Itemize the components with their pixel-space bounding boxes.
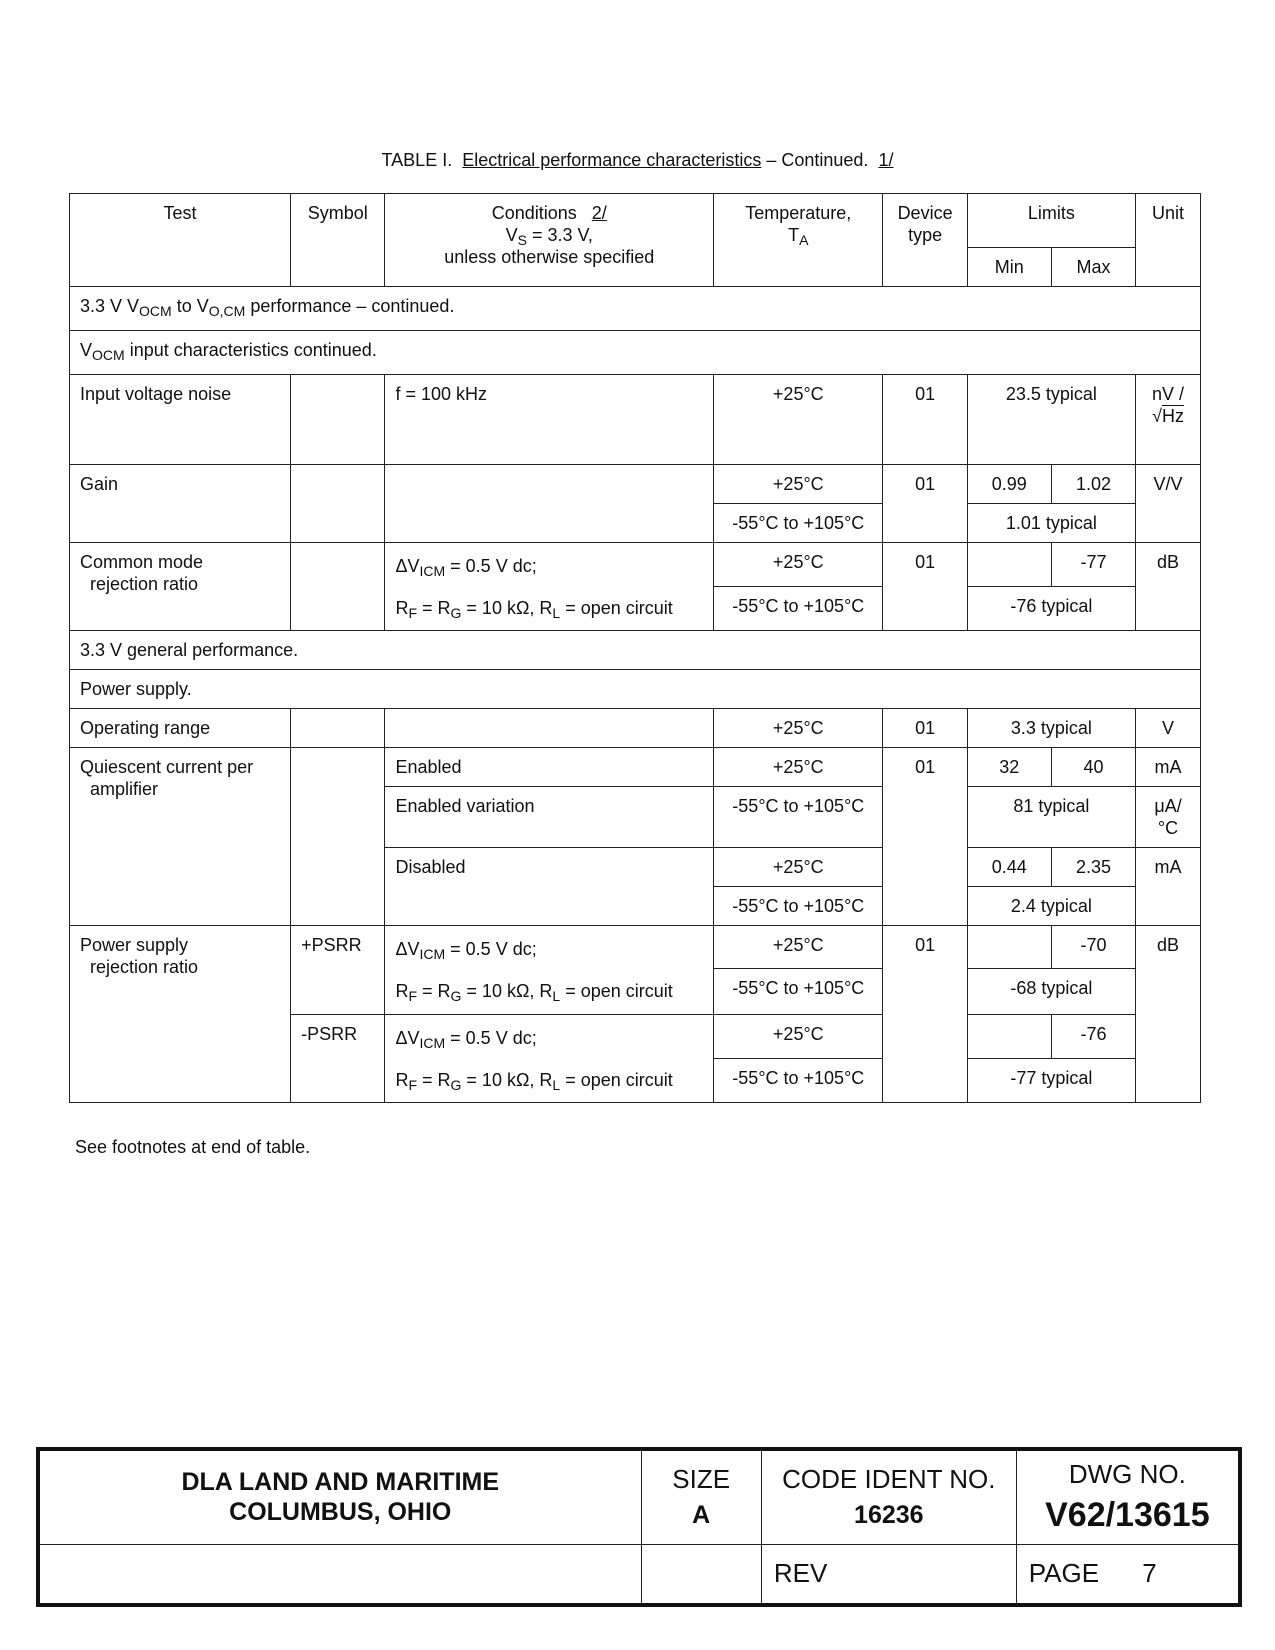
conditions-line3: unless otherwise specified — [444, 247, 655, 267]
empty-cell — [38, 1544, 641, 1605]
condition-cell: Enabled variation — [385, 787, 714, 848]
cond-sub: ICM — [419, 1035, 446, 1051]
table-row — [70, 465, 1201, 504]
code-ident-value: 16236 — [854, 1501, 924, 1530]
section-text: input characteristics continued. — [124, 340, 377, 360]
cond-text: ΔV — [395, 939, 420, 959]
cond-text: = open circuit — [560, 981, 673, 1001]
table-continued: – Continued. — [766, 150, 869, 170]
temp-cell: -55°C to +105°C — [714, 969, 883, 1015]
unit-text: Hz — [1161, 406, 1184, 426]
test-name-line: rejection ratio — [90, 574, 199, 594]
page-cell — [1016, 1544, 1240, 1605]
test-name: Input voltage noise — [70, 375, 291, 465]
limit-typical: 1.01 typical — [967, 504, 1135, 543]
table-prefix: TABLE I. — [381, 150, 453, 170]
conditions-footnote: 2/ — [591, 203, 607, 223]
section-sub: OCM — [92, 347, 125, 363]
temp-cell: -55°C to +105°C — [714, 587, 883, 631]
device-cell: 01 — [883, 375, 967, 465]
section-vocm-input — [70, 331, 1201, 375]
condition-cell — [385, 543, 714, 631]
unit-cell: mA — [1136, 848, 1201, 926]
temp-cell: +25°C — [714, 375, 883, 465]
unit-cell: V/V — [1136, 465, 1201, 543]
device-label-2: type — [908, 225, 943, 245]
cond-text: = 0.5 V dc; — [445, 1028, 537, 1048]
temp-cell: +25°C — [714, 709, 883, 748]
limit-max: 1.02 — [1051, 465, 1135, 504]
header-row — [70, 194, 1201, 248]
temp-cell: -55°C to +105°C — [714, 1059, 883, 1103]
unit-cell: dB — [1136, 926, 1201, 1103]
section-row — [70, 331, 1201, 375]
temp-cell: +25°C — [714, 465, 883, 504]
cond-sub: L — [552, 605, 561, 621]
cond-sub: L — [552, 1077, 561, 1093]
cond-text: = 10 kΩ, R — [461, 598, 553, 618]
cond-text: = 10 kΩ, R — [461, 981, 553, 1001]
unit-cell: dB — [1136, 543, 1201, 631]
symbol-cell: +PSRR — [291, 926, 385, 1015]
empty-cell — [641, 1544, 761, 1605]
vs-symbol: V — [505, 225, 518, 245]
table-caption: Electrical performance characteristics — [462, 150, 762, 170]
rf-line — [395, 1069, 703, 1091]
table-row — [70, 926, 1201, 969]
temp-cell: +25°C — [714, 1015, 883, 1059]
section-text: performance – continued. — [245, 296, 455, 316]
unit-text: μA/ — [1154, 796, 1182, 816]
electrical-characteristics-table — [69, 193, 1201, 1103]
agency-line-2: COLUMBUS, OHIO — [229, 1498, 452, 1527]
section-vocm-performance — [70, 287, 1201, 331]
limit-typical: 3.3 typical — [967, 709, 1135, 748]
limit-min — [967, 1015, 1051, 1059]
test-name-line: Power supply — [80, 935, 189, 955]
test-name — [70, 926, 291, 1103]
header-min: Min — [967, 248, 1051, 287]
cond-text: = 10 kΩ, R — [461, 1070, 553, 1090]
device-cell: 01 — [883, 748, 967, 926]
cond-text: R — [395, 1070, 409, 1090]
ta-symbol: T — [788, 225, 800, 245]
unit-cell: mA — [1136, 748, 1201, 787]
device-cell: 01 — [883, 543, 967, 631]
limit-typical: 2.4 typical — [967, 887, 1135, 926]
title-block-row — [38, 1544, 1240, 1605]
symbol-cell — [291, 465, 385, 543]
temp-cell: +25°C — [714, 848, 883, 887]
condition-cell: Disabled — [385, 848, 714, 926]
footnote-reference: See footnotes at end of table. — [75, 1137, 311, 1157]
limit-min — [967, 926, 1051, 969]
cond-text: = R — [417, 981, 451, 1001]
limit-typical: 23.5 typical — [967, 375, 1135, 465]
page-label: PAGE — [1028, 1558, 1100, 1589]
condition-cell — [385, 709, 714, 748]
section-text: V — [80, 340, 93, 360]
title-block-row — [38, 1449, 1240, 1544]
limit-min: 32 — [967, 748, 1051, 787]
unit-cell — [1136, 375, 1201, 465]
rf-line — [395, 980, 703, 1002]
temperature-label: Temperature, — [745, 203, 852, 223]
limit-min — [967, 543, 1051, 587]
symbol-cell: -PSRR — [291, 1015, 385, 1103]
symbol-cell — [291, 709, 385, 748]
condition-cell — [385, 926, 714, 1015]
ta-sub: A — [799, 232, 809, 248]
size-value: A — [692, 1501, 711, 1530]
unit-cell — [1136, 787, 1201, 848]
section-row — [70, 287, 1201, 331]
test-name-line: amplifier — [90, 779, 159, 799]
cond-sub: ICM — [419, 563, 446, 579]
header-symbol: Symbol — [291, 194, 385, 287]
test-name-line: rejection ratio — [90, 957, 199, 977]
limit-min: 0.44 — [967, 848, 1051, 887]
cond-text: = 0.5 V dc; — [445, 556, 537, 576]
header-test: Test — [70, 194, 291, 287]
table-row — [70, 543, 1201, 587]
dvicm-line — [395, 555, 703, 577]
limit-max: -76 — [1051, 1015, 1135, 1059]
cond-text: ΔV — [395, 556, 420, 576]
agency-name — [38, 1449, 641, 1544]
header-conditions — [385, 194, 714, 287]
code-ident-cell — [761, 1449, 1016, 1544]
unit-text: °C — [1157, 818, 1179, 838]
test-name: Operating range — [70, 709, 291, 748]
limit-typical: -77 typical — [967, 1059, 1135, 1103]
dwg-no-value: V62/13615 — [1045, 1496, 1210, 1535]
section-general-performance: 3.3 V general performance. — [70, 631, 1201, 670]
cond-text: ΔV — [395, 1028, 420, 1048]
sqrt-symbol: √Hz — [1152, 406, 1184, 426]
limit-typical: -68 typical — [967, 969, 1135, 1015]
condition-cell: Enabled — [385, 748, 714, 787]
cond-text: R — [395, 598, 409, 618]
cond-text: = 0.5 V dc; — [445, 939, 537, 959]
device-label-1: Device — [897, 203, 953, 223]
test-name — [70, 543, 291, 631]
table-footnote-ref: 1/ — [878, 150, 894, 170]
vs-sub: S — [517, 232, 527, 248]
cond-sub: L — [552, 988, 561, 1004]
test-name: Gain — [70, 465, 291, 543]
temp-cell: +25°C — [714, 543, 883, 587]
cond-text: = open circuit — [560, 598, 673, 618]
symbol-cell — [291, 543, 385, 631]
title-block — [36, 1447, 1242, 1607]
header-max: Max — [1051, 248, 1135, 287]
dwg-no-label: DWG NO. — [1068, 1459, 1186, 1490]
limit-max: -77 — [1051, 543, 1135, 587]
section-sub: O,CM — [208, 303, 246, 319]
test-name — [70, 748, 291, 926]
test-name-line: Common mode — [80, 552, 204, 572]
device-cell: 01 — [883, 709, 967, 748]
cond-text: R — [395, 981, 409, 1001]
temp-cell: +25°C — [714, 926, 883, 969]
cond-sub: ICM — [419, 946, 446, 962]
table-title — [0, 150, 1275, 171]
code-ident-label: CODE IDENT NO. — [782, 1464, 996, 1495]
limit-max: -70 — [1051, 926, 1135, 969]
dvicm-line — [395, 938, 703, 960]
header-limits: Limits — [967, 194, 1135, 248]
section-sub: OCM — [139, 303, 172, 319]
table-row — [70, 748, 1201, 787]
cond-sub: G — [450, 1077, 462, 1093]
section-row — [70, 631, 1201, 670]
condition-cell: f = 100 kHz — [385, 375, 714, 465]
unit-cell: V — [1136, 709, 1201, 748]
rf-line — [395, 597, 703, 619]
page-number: 7 — [1142, 1558, 1157, 1589]
cond-sub: F — [408, 988, 418, 1004]
temp-cell: -55°C to +105°C — [714, 504, 883, 543]
table-row — [70, 709, 1201, 748]
limit-max: 40 — [1051, 748, 1135, 787]
size-cell — [641, 1449, 761, 1544]
agency-line-1: DLA LAND AND MARITIME — [181, 1468, 500, 1497]
section-text: to V — [171, 296, 209, 316]
rev-cell: REV — [761, 1544, 1016, 1605]
unit-text: nV / — [1152, 384, 1185, 404]
condition-cell — [385, 465, 714, 543]
device-cell: 01 — [883, 926, 967, 1103]
limit-min: 0.99 — [967, 465, 1051, 504]
vs-value: = 3.3 V, — [532, 225, 593, 245]
cond-text: = R — [417, 1070, 451, 1090]
dwg-no-cell — [1016, 1449, 1240, 1544]
condition-cell — [385, 1015, 714, 1103]
limit-max: 2.35 — [1051, 848, 1135, 887]
limit-typical: 81 typical — [967, 787, 1135, 848]
table-row — [70, 375, 1201, 465]
conditions-label: Conditions — [491, 203, 577, 223]
limit-typical: -76 typical — [967, 587, 1135, 631]
temp-cell: +25°C — [714, 748, 883, 787]
header-temperature — [714, 194, 883, 287]
temp-cell: -55°C to +105°C — [714, 887, 883, 926]
section-power-supply: Power supply. — [70, 670, 1201, 709]
section-row — [70, 670, 1201, 709]
symbol-cell — [291, 375, 385, 465]
symbol-cell — [291, 748, 385, 926]
cond-sub: G — [450, 988, 462, 1004]
header-unit: Unit — [1136, 194, 1201, 287]
cond-text: = R — [417, 598, 451, 618]
dvicm-line — [395, 1027, 703, 1049]
device-cell: 01 — [883, 465, 967, 543]
cond-sub: G — [450, 605, 462, 621]
size-label: SIZE — [672, 1464, 731, 1495]
cond-sub: F — [408, 1077, 418, 1093]
section-text: 3.3 V V — [80, 296, 140, 316]
header-device-type — [883, 194, 967, 287]
cond-sub: F — [408, 605, 418, 621]
cond-text: = open circuit — [560, 1070, 673, 1090]
test-name-line: Quiescent current per — [80, 757, 254, 777]
temp-cell: -55°C to +105°C — [714, 787, 883, 848]
